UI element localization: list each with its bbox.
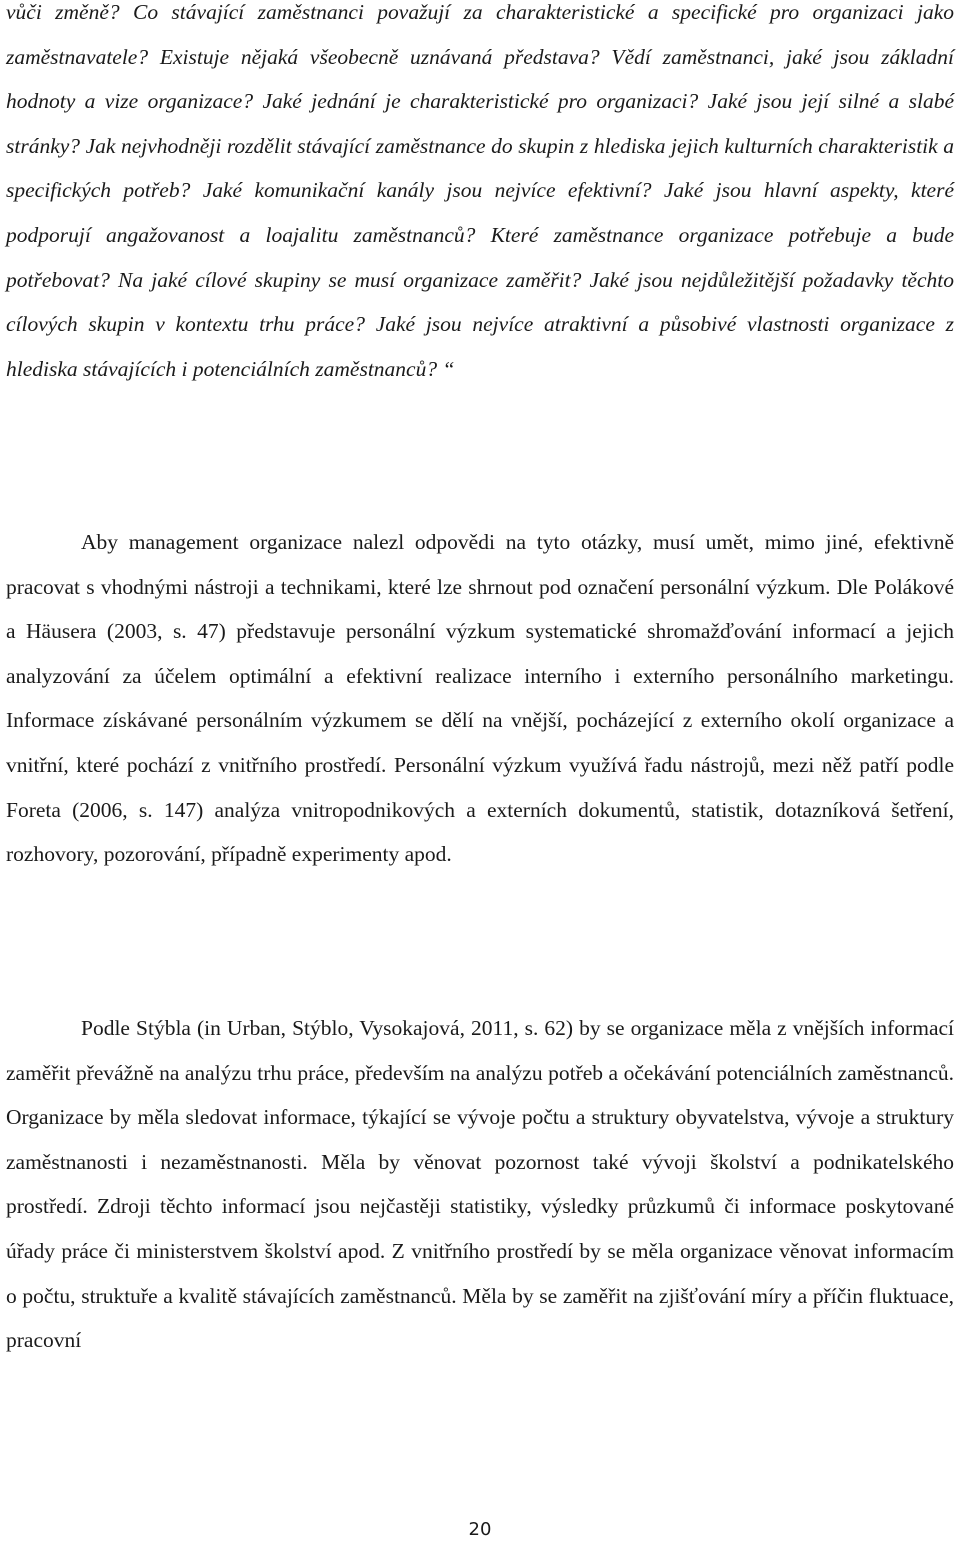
page-number: 20	[468, 1519, 492, 1540]
italic-quote-paragraph: vůči změně? Co stávající zaměstnanci považují za charakteristické a specifické pro organizaci jako zaměstnavatele? Existuje nějaká všeobecně uznávaná představa? Vědí zaměstnanci, jaké jsou základní hodnoty a vize organizace? Jaké jednání je charakteristické pro organizaci? Jaké jsou její silné a slabé stránky? Jak nejvhodněji rozdělit stávající zaměstnance do skupin z hlediska jejich kulturních charakteristik a specifických potřeb? Jaké komunikační kanály jsou nejvíce efektivní? Jaké jsou hlavní aspekty, které podporují angažovanost a loajalitu zaměstnanců? Které zaměstnance organizace potřebuje a bude potřebovat? Na jaké cílové skupiny se musí organizace zaměřit? Jaké jsou nejdůležitější požadavky těchto cílových skupin v kontextu trhu práce? Jaké jsou nejvíce atraktivní a působivé vlastnosti organizace z hlediska stávajících i potenciálních zaměstnanců? “	[6, 0, 954, 381]
body-paragraph-external-information: Podle Stýbla (in Urban, Stýblo, Vysokajová, 2011, s. 62) by se organizace měla z vnějších informací zaměřit převážně na analýzu trhu práce, především na analýzu potřeb a očekávání potenciálních zaměstnanců. Organizace by měla sledovat informace, týkající se vývoje počtu a struktury obyvatelstva, vývoje a struktury zaměstnanosti i nezaměstnanosti. Měla by věnovat pozornost také vývoji školství a podnikatelského prostředí. Zdroji těchto informací jsou nejčastěji statistiky, výsledky průzkumů či informace poskytované úřady práce či ministerstvem školství apod. Z vnitřního prostředí by se měla organizace věnovat informacím o počtu, struktuře a kvalitě stávajících zaměstnanců. Měla by se zaměřit na zjišťování míry a příčin fluktuace, pracovní	[6, 1016, 954, 1353]
body-paragraph-personnel-research: Aby management organizace nalezl odpovědi na tyto otázky, musí umět, mimo jiné, efektivně pracovat s vhodnými nástroji a technikami, které lze shrnout pod označení personální výzkum. Dle Polákové a Häusera (2003, s. 47) představuje personální výzkum systematické shromažďování informací a jejich analyzování za účelem optimální a efektivní realizace interního i externího personálního marketingu. Informace získávané personálním výzkumem se dělí na vnější, pocházející z externího okolí organizace a vnitřní, které pochází z vnitřního prostředí. Personální výzkum využívá řadu nástrojů, mezi něž patří podle Foreta (2006, s. 147) analýza vnitropodnikových a externích dokumentů, statistik, dotazníková šetření, rozhovory, pozorování, případně experimenty apod.	[6, 530, 954, 867]
